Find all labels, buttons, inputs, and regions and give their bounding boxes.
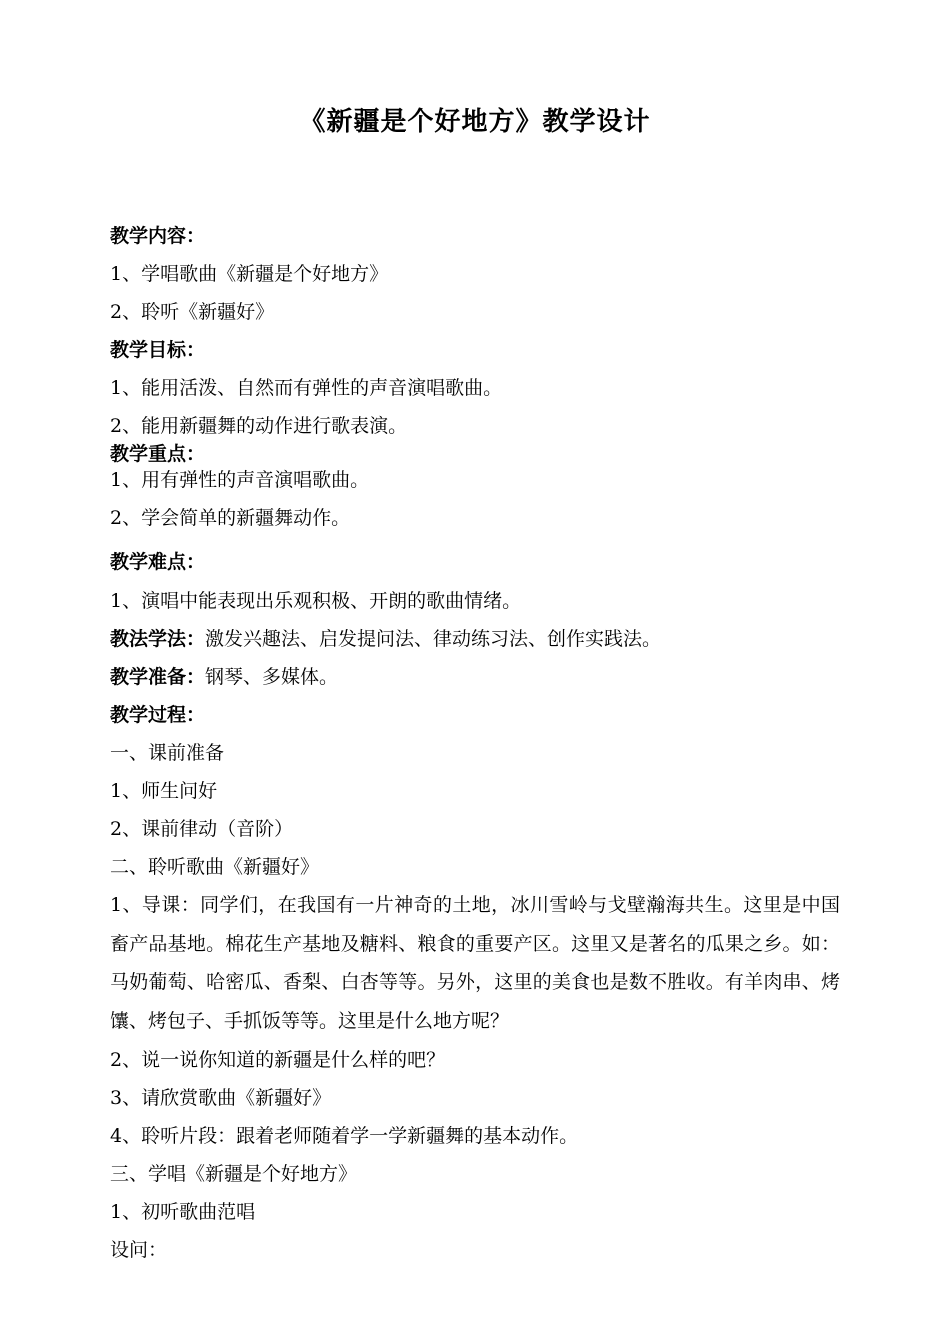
content-heading: 教学内容： [110, 225, 206, 247]
content-item: 2、聆听《新疆好》 [110, 301, 275, 323]
process-line: 4、聆听片段：跟着老师随着学一学新疆舞的基本动作。 [110, 1125, 579, 1147]
content-item: 1、学唱歌曲《新疆是个好地方》 [110, 263, 389, 285]
difficulties-heading: 教学难点： [110, 551, 206, 573]
document-title: 《新疆是个好地方》教学设计 [299, 107, 651, 137]
goals-item: 1、能用活泼、自然而有弹性的声音演唱歌曲。 [110, 377, 503, 399]
preparation-line [110, 663, 840, 691]
methods-label: 教法学法： [110, 628, 206, 650]
key-points-item: 2、学会简单的新疆舞动作。 [110, 507, 351, 529]
process-line: 1、师生问好 [110, 780, 218, 802]
preparation-value: 钢琴、多媒体。 [205, 666, 339, 688]
process-line: 二、聆听歌曲《新疆好》 [110, 856, 320, 878]
difficulties-item: 1、演唱中能表现出乐观积极、开朗的歌曲情绪。 [110, 590, 522, 612]
methods-value: 激发兴趣法、启发提问法、律动练习法、创作实践法。 [205, 628, 662, 650]
process-line: 2、课前律动（音阶） [110, 818, 294, 840]
process-line: 1、初听歌曲范唱 [110, 1201, 256, 1223]
process-line: 3、请欣赏歌曲《新疆好》 [110, 1087, 332, 1109]
process-line: 设问： [110, 1239, 168, 1261]
process-heading: 教学过程： [110, 704, 206, 726]
preparation-label: 教学准备： [110, 666, 206, 688]
methods-line [110, 625, 840, 653]
goals-item: 2、能用新疆舞的动作进行歌表演。 [110, 415, 408, 437]
process-line: 2、说一说你知道的新疆是什么样的吧？ [110, 1049, 446, 1071]
key-points-item: 1、用有弹性的声音演唱歌曲。 [110, 469, 370, 491]
intro-paragraph: 1、导课：同学们，在我国有一片神奇的土地，冰川雪岭与戈壁瀚海共生。这里是中国畜产品基地。棉花生产基地及糖料、粮食的重要产区。这里又是著名的瓜果之乡。如：马奶葡萄、哈密瓜、香梨、白杏等等。另外，这里的美食也是数不胜收。有羊肉串、烤馕、烤包子、手抓饭等等。这里是什么地方呢？ [110, 894, 840, 1032]
goals-heading: 教学目标： [110, 339, 206, 361]
key-points-heading: 教学重点： [110, 443, 206, 465]
process-line: 一、课前准备 [110, 742, 225, 764]
process-line: 三、学唱《新疆是个好地方》 [110, 1163, 358, 1185]
